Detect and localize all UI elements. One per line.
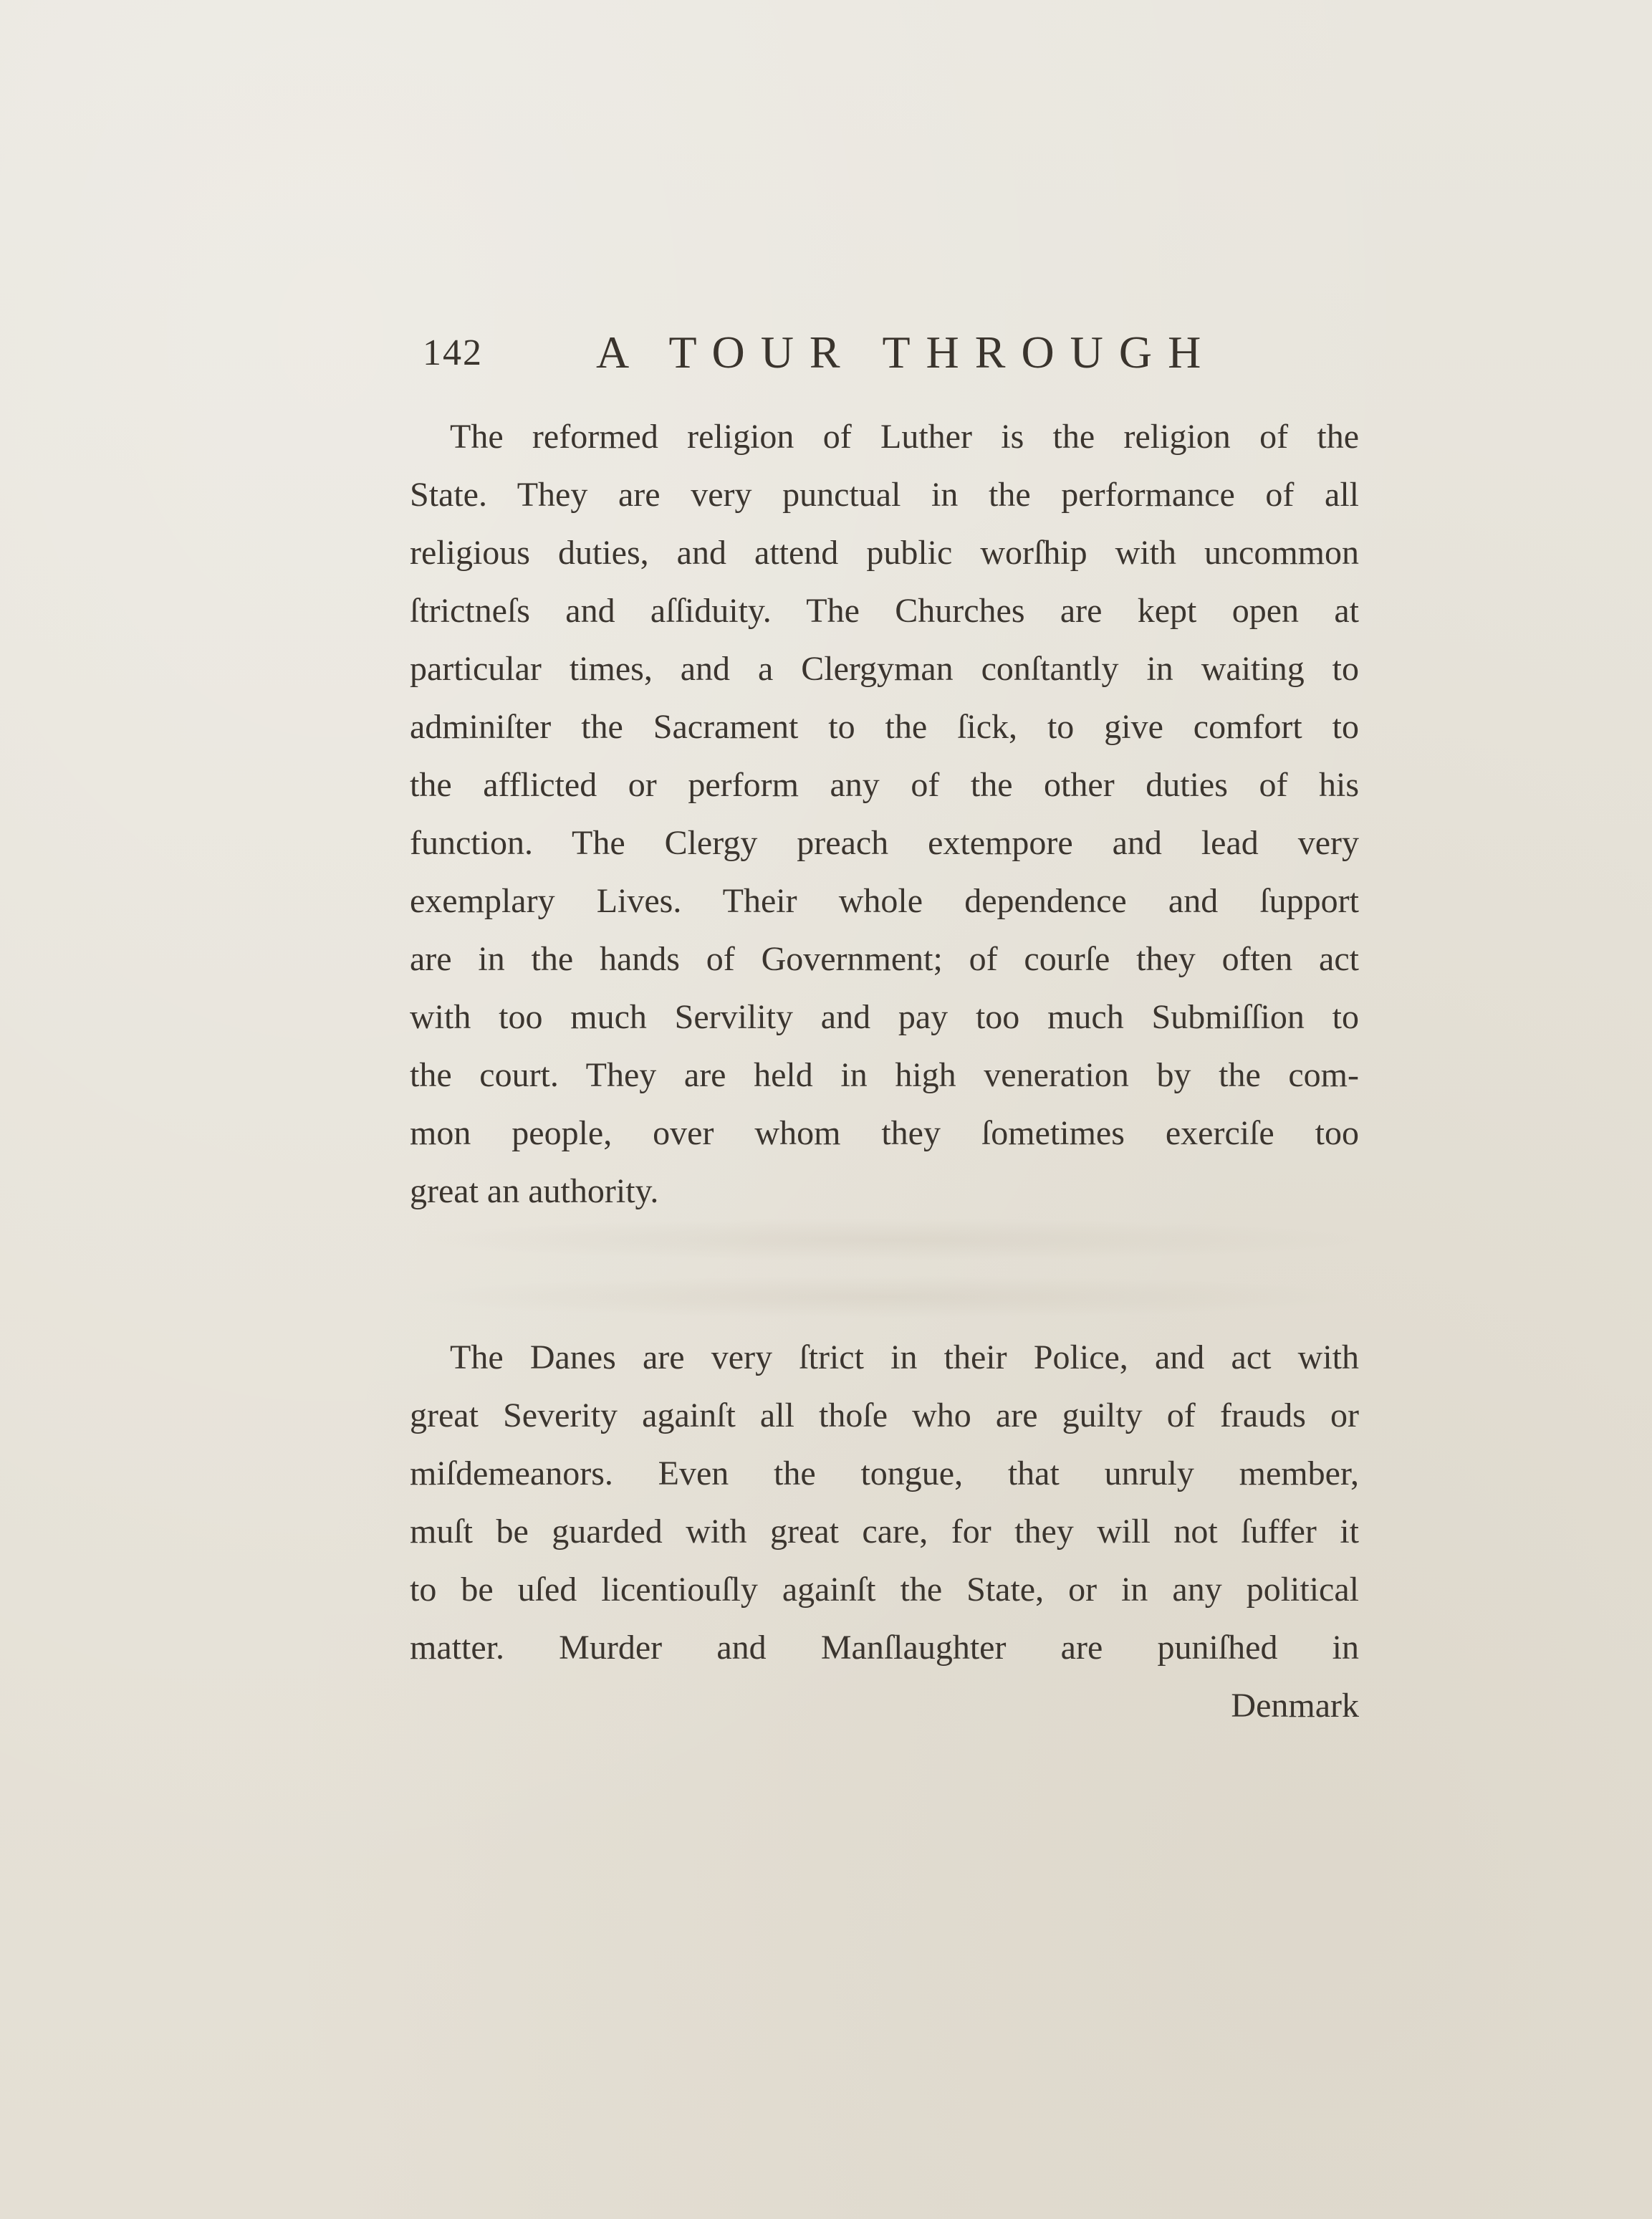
text-line: the afflicted or perform any of the other duties of his [410, 766, 1359, 804]
text-line: adminiſter the Sacrament to the ſick, to give comfort to [410, 708, 1359, 746]
text-line: function. The Clergy preach extempore and lead very [410, 824, 1359, 862]
text-line: muſt be guarded with great care, for they will not ſuffer it [410, 1513, 1359, 1551]
page-number: 142 [423, 332, 483, 373]
catchword: Denmark [1231, 1687, 1359, 1725]
text-line: matter. Murder and Manſlaughter are puniſhed in [410, 1629, 1359, 1667]
text-line: the court. They are held in high veneration by the com- [410, 1056, 1359, 1094]
text-line: State. They are very punctual in the performance of all [410, 476, 1359, 514]
text-line: The Danes are very ſtrict in their Police, and act with [450, 1338, 1359, 1376]
show-through-stain [401, 1275, 1375, 1318]
text-line: ſtrictneſs and aſſiduity. The Churches are kept open at [410, 592, 1359, 630]
text-line: exemplary Lives. Their whole dependence and ſupport [410, 882, 1359, 920]
text-line: The reformed religion of Luther is the religion of the [450, 418, 1359, 456]
text-line: with too much Servility and pay too much Submiſſion to [410, 998, 1359, 1036]
text-line: mon people, over whom they ſometimes exerciſe too [410, 1114, 1359, 1152]
text-line: to be uſed licentiouſly againſt the State, or in any political [410, 1571, 1359, 1609]
page-header [423, 326, 1354, 383]
show-through-stain [401, 1218, 1375, 1261]
text-line: miſdemeanors. Even the tongue, that unruly member, [410, 1454, 1359, 1492]
text-line: great an authority. [410, 1172, 659, 1210]
text-line: religious duties, and attend public worſhip with uncommon [410, 534, 1359, 572]
running-head: A TOUR THROUGH [596, 327, 1217, 378]
text-line: great Severity againſt all thoſe who are guilty of frauds or [410, 1396, 1359, 1434]
text-line: are in the hands of Government; of courſe they often act [410, 940, 1359, 978]
text-line: particular times, and a Clergyman conſtantly in waiting to [410, 650, 1359, 688]
